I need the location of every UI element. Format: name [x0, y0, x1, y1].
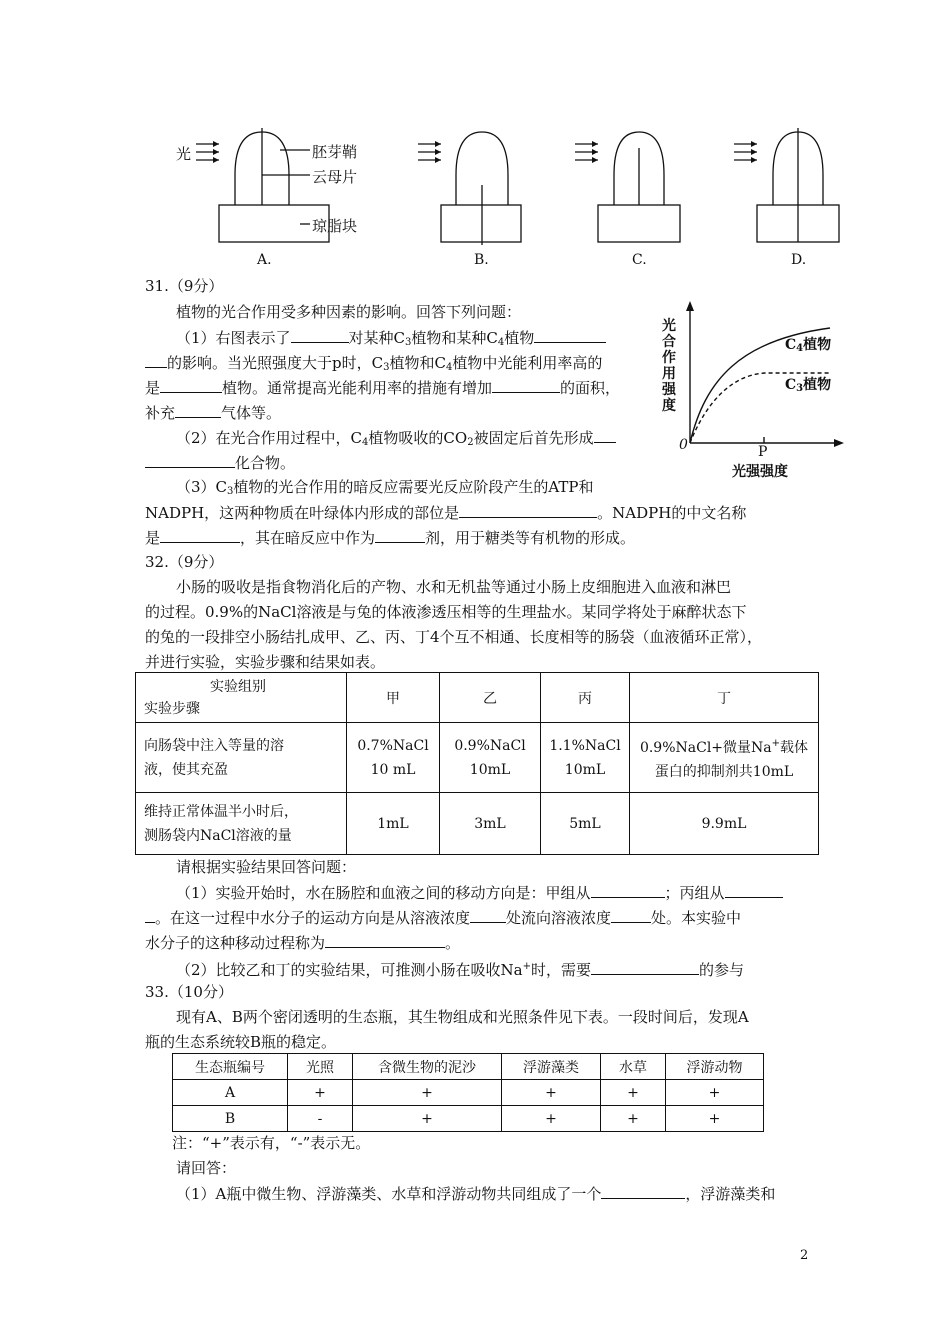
- table-header-row: [173, 1054, 764, 1080]
- row2-label: 维持正常体温半小时后， 测肠袋内NaCl溶液的量: [136, 793, 347, 855]
- th-zooplankton: 浮游动物: [666, 1054, 764, 1080]
- row2-ding: 9.9mL: [630, 793, 819, 855]
- q33-note: 注：“+”表示有，“-”表示无。: [172, 1134, 371, 1152]
- q31-line8: NADPH，这两种物质在叶绿体内形成的部位是 。NADPH的中文名称: [145, 504, 747, 522]
- row2-bing: 5mL: [541, 793, 630, 855]
- coleoptile-figure: [0, 0, 950, 280]
- graph-ylabel: 光合作用强度: [662, 318, 676, 414]
- label-mica: 云母片: [312, 168, 358, 186]
- q31-intro: 植物的光合作用受多种因素的影响。回答下列问题：: [176, 303, 522, 321]
- table-row: B - + + + +: [173, 1106, 764, 1132]
- q31-line5: （2）在光合作用过程中，$C_4$植物吸收的$CO_2$被固定后首先形成: [176, 427, 616, 453]
- x-arrow: [834, 439, 844, 447]
- q33-para2: 瓶的生态系统较B瓶的稳定。: [145, 1033, 337, 1051]
- q33-para1: 现有A、B两个密闭透明的生态瓶，其生物组成和光照条件见下表。一段时间后，发现A: [176, 1008, 749, 1026]
- q32-para1: 小肠的吸收是指食物消化后的产物、水和无机盐等通过小肠上皮细胞进入血液和淋巴: [176, 578, 732, 596]
- q32-header: 32.（9分）: [145, 553, 224, 571]
- th-algae: 浮游藻类: [502, 1054, 601, 1080]
- row1-label: 向肠袋中注入等量的溶 液，使其充盈: [136, 723, 347, 793]
- y-arrow: [686, 301, 694, 311]
- table-row: [136, 793, 819, 855]
- table-corner-cell: 实验组别 实验步骤: [136, 673, 347, 723]
- caption-d: D.: [791, 252, 807, 268]
- q32-para2: 的过程。0.9%的NaCl溶液是与兔的体液渗透压相等的生理盐水。某同学将处于麻醉状态下: [145, 603, 747, 621]
- q31-line2: 的影响。当光照强度大于p时，$C_3$植物和$C_4$植物中光能利用率高的: [145, 352, 602, 378]
- light-label: 光: [176, 145, 192, 163]
- table-header-row: [136, 673, 819, 723]
- q31-line3: 是 植物。通常提高光能利用率的措施有增加 的面积，: [145, 379, 621, 397]
- row2-jia: 1mL: [347, 793, 440, 855]
- col-yi: 乙: [440, 673, 541, 723]
- caption-c: C.: [632, 252, 647, 268]
- row2-yi: 3mL: [440, 793, 541, 855]
- q32-q2-line: （2）比较乙和丁的实验结果，可推测小肠在吸收Na+时，需要 的参与: [176, 961, 745, 979]
- row1-jia: 0.7%NaCl 10 mL: [347, 723, 440, 793]
- q32-after: 请根据实验结果回答问题：: [176, 858, 357, 876]
- q33-header: 33.（10分）: [145, 983, 233, 1001]
- q32-para4: 并进行实验，实验步骤和结果如表。: [145, 653, 386, 671]
- label-agar: 琼脂块: [312, 217, 358, 235]
- q32-q1-line3: 水分子的这种移动过程称为 。: [145, 934, 461, 952]
- caption-b: B.: [474, 252, 489, 268]
- caption-a: A.: [257, 252, 272, 268]
- q32-para3: 的兔的一段排空小肠结扎成甲、乙、丙、丁4个互不相通、长度相等的肠袋（血液循环正常），: [145, 628, 763, 646]
- q33-ask: 请回答：: [176, 1159, 237, 1177]
- q31-header: 31.（9分）: [145, 277, 224, 295]
- coleoptile-b: [441, 132, 521, 245]
- row1-bing: 1.1%NaCl 10mL: [541, 723, 630, 793]
- graph-c3-label: $C_3$植物: [785, 377, 832, 394]
- col-ding: 丁: [630, 673, 819, 723]
- col-jia: 甲: [347, 673, 440, 723]
- th-sediment: 含微生物的泥沙: [353, 1054, 502, 1080]
- page-number: 2: [800, 1248, 809, 1263]
- q31-line9: 是 ，其在暗反应中作为 剂，用于糖类等有机物的形成。: [145, 529, 636, 547]
- graph-p: P: [758, 444, 768, 460]
- label-coleoptile: 胚芽鞘: [312, 143, 358, 161]
- graph-origin: 0: [679, 437, 688, 453]
- q31-line4: 补充 气体等。: [145, 404, 282, 422]
- q31-line7: $(3)C_3$植物的光合作用的暗反应需要光反应阶段产生的ATP和: [176, 478, 594, 497]
- table-row: A + + + + +: [173, 1080, 764, 1106]
- table-row: [136, 723, 819, 793]
- th-bottle: 生态瓶编号: [173, 1054, 288, 1080]
- q32-experiment-table: [135, 672, 819, 855]
- graph-c4-label: $C_4$植物: [785, 337, 832, 354]
- q31-line1: （1）右图表示了 对某种$C_3$植物和某种$C_4$植物: [176, 327, 606, 353]
- row1-ding: 0.9%NaCl+微量Na+载体 蛋白的抑制剂共10mL: [630, 723, 819, 793]
- q31-line6: 化合物。: [145, 452, 295, 473]
- q32-q1-line1: （1）实验开始时，水在肠腔和血液之间的移动方向是：甲组从 ；丙组从: [176, 882, 783, 903]
- coleoptile-c: [598, 132, 680, 242]
- q33-q1-line: （1）A瓶中微生物、浮游藻类、水草和浮游动物共同组成了一个 ，浮游藻类和: [176, 1185, 776, 1203]
- col-bing: 丙: [541, 673, 630, 723]
- th-light: 光照: [288, 1054, 353, 1080]
- q33-eco-bottle-table: [172, 1053, 764, 1132]
- row1-yi: 0.9%NaCl 10mL: [440, 723, 541, 793]
- coleoptile-d: [757, 128, 839, 242]
- graph-xlabel: 光强强度: [732, 464, 788, 480]
- th-waterweed: 水草: [601, 1054, 666, 1080]
- q32-q1-line2: 。在这一过程中水分子的运动方向是从溶液浓度 处流向溶液浓度 处。本实验中: [145, 907, 741, 928]
